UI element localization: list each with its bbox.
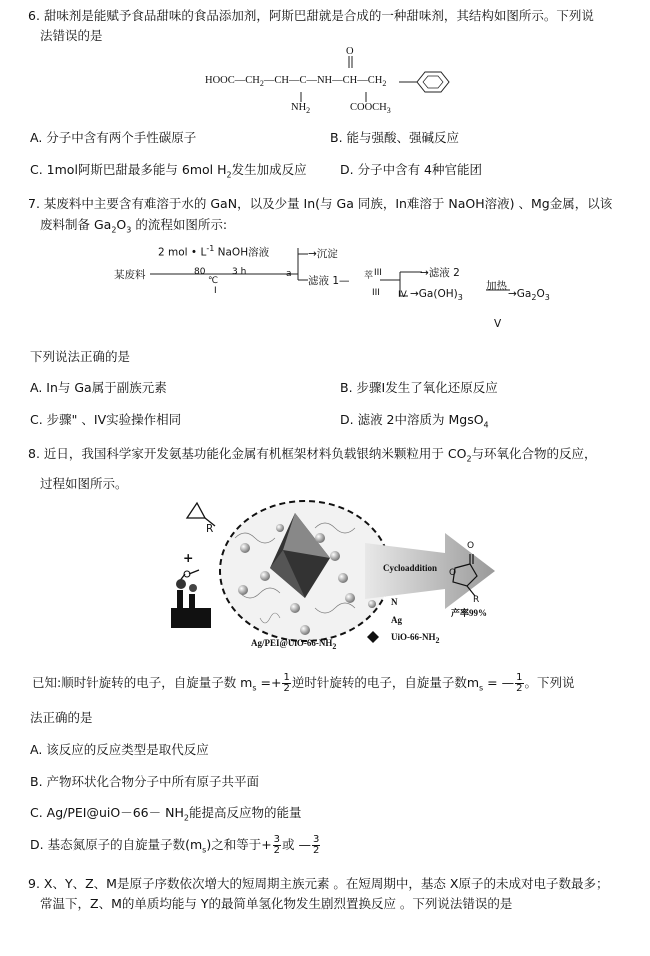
legend-n: N [391, 597, 398, 607]
catalyst-caption: $Ag/PEI@UiO-66-NH_2$ [251, 638, 337, 651]
gallium-oxide-label: $\to Ga_2O_3$ [508, 288, 550, 303]
fraction-half-neg: $\frac{1}{2}$ [516, 672, 523, 694]
small-mark: a [286, 269, 292, 279]
filtrate-2-label: →滤液 2 [420, 267, 460, 279]
reagent-mark-1: 萃 [364, 271, 374, 281]
q7-question: 下列说法正确的是 [30, 349, 131, 364]
filtrate-1-label: 滤液 1— [308, 275, 350, 287]
reactant-r-label: R [206, 523, 214, 535]
step-1-label: I [214, 286, 217, 296]
step-3-label: III [372, 288, 380, 298]
q9-stem-line1: 9. X、Y、Z、M是原子序数依次增大的短周期主族元素 。在短周期中，基态 X原子的未成对电子数最多； [28, 876, 609, 891]
fraction-half: $\frac{1}{2}$ [283, 672, 290, 694]
ring-oxygen-label: O [449, 568, 457, 578]
step-5-label: V [494, 318, 502, 330]
process-flow-diagram [110, 240, 570, 340]
hooc-label: HOOC [205, 75, 235, 86]
plus-sign: + [183, 550, 194, 565]
carbonyl-oxygen-label: O [467, 541, 475, 551]
q7-option-d: D. 滤液 2中溶质为 MgsO$_4$ [340, 412, 489, 430]
reaction-scheme-figure [165, 498, 500, 656]
fraction-three-halves: $\frac{3}{2}$ [273, 834, 281, 856]
q7-option-a: A. In与 Ga属于副族元素 [30, 380, 167, 395]
legend-ag: Ag [391, 615, 402, 625]
q6-stem-line1: 6. 甜味剂是能赋予食品甜味的食品添加剂，阿斯巴甜就是合成的一种甜味剂，其结构如图所示。下列说 [28, 8, 594, 23]
cycloaddition-label: Cycloaddition [383, 563, 438, 573]
q7-option-b: B. 步骤I发生了氧化还原反应 [340, 380, 498, 395]
q6-stem-line2: 法错误的是 [40, 28, 103, 43]
q8-option-b: B. 产物环状化合物分子中所有原子共平面 [30, 774, 260, 789]
legend-uio: UiO-$66-NH_2$ [391, 632, 440, 645]
q6-option-a: A. 分子中含有两个手性碳原子 [30, 130, 197, 145]
q6-option-c: C. 1mol阿斯巴甜最多能与 6mol $H_2$发生加成反应 [30, 162, 307, 180]
degree-label: ℃ [208, 276, 219, 286]
q6-option-d: D. 分子中含有 4种官能团 [340, 162, 482, 177]
time-label: 3 h [232, 267, 247, 277]
nh2-label: NH [291, 102, 307, 113]
fraction-three-halves-neg: $\frac{3}{2}$ [313, 834, 320, 856]
q8-option-a: A. 该反应的反应类型是取代反应 [30, 742, 209, 757]
q7-stem-line1: 7. 某废料中主要含有难溶于水的 GaN，以及少量 In(与 Ga 同族，In难溶于 NaOH溶液) 、Mg金属，以该 [28, 196, 613, 211]
q9-stem-line2: 常温下，Z、M的单质均能与 Y的最简单氢化物发生剧烈置换反应 。下列说法错误的是 [40, 896, 513, 911]
product-r-label: R [473, 595, 480, 605]
step-4-label: IV [398, 290, 407, 300]
carbonyl-o-label: O [346, 46, 354, 57]
q8-stem-line2: 过程如图所示。 [40, 476, 128, 491]
cooch3-label: COOCH [350, 102, 387, 113]
q8-option-d: D. 基态氮原子的自旋量子数$(m_s)$之和等于+ $\frac{3}{2}$ 或 — $\frac{3}{2}$ [30, 834, 320, 856]
q8-stem-line3: 法正确的是 [30, 710, 93, 725]
aspartame-structure: $HOOC—CH_2—CH—C—NH—CH—CH_2$ O $NH_2$ $COOCH_3$ [195, 52, 465, 122]
q7-option-c: C. 步骤" 、IV实验操作相同 [30, 412, 182, 427]
reagent-mark-2: III [374, 268, 382, 278]
precipitate-label: →沉淀 [308, 248, 338, 260]
q8-stem-line1: 8. 近日，我国科学家开发氨基功能化金属有机框架材料负载银纳米颗粒用于 $CO_2$与环氧化合物的反应， [28, 446, 597, 464]
q8-known-info: 已知:顺时针旋转的电子，自旋量子数 $m_s$ =+ $\frac{1}{2}$ 逆时针旋转的电子，自旋量子数$m_s$ = — $\frac{1}{2}$ 。下列说 [32, 672, 575, 694]
q8-option-c: C. Ag/PEI@uiO－66－ $NH_2$能提高反应物的能量 [30, 805, 302, 823]
heat-label: 加热 [486, 280, 507, 292]
gallium-hydroxide-label: $\to Ga(OH)_3$ [410, 288, 463, 303]
q6-option-b: B. 能与强酸、强碱反应 [330, 130, 460, 145]
temperature-label: 80 [194, 267, 206, 277]
yield-label: 产率99% [451, 608, 488, 618]
q7-stem-line2: 废料制备 $Ga_2O_3$ 的流程如图所示: [40, 217, 228, 235]
naoh-reagent-label: 2 mol • $L^{-1}$ NaOH溶液 [158, 244, 270, 259]
waste-material-label: 某废料 [114, 269, 146, 281]
